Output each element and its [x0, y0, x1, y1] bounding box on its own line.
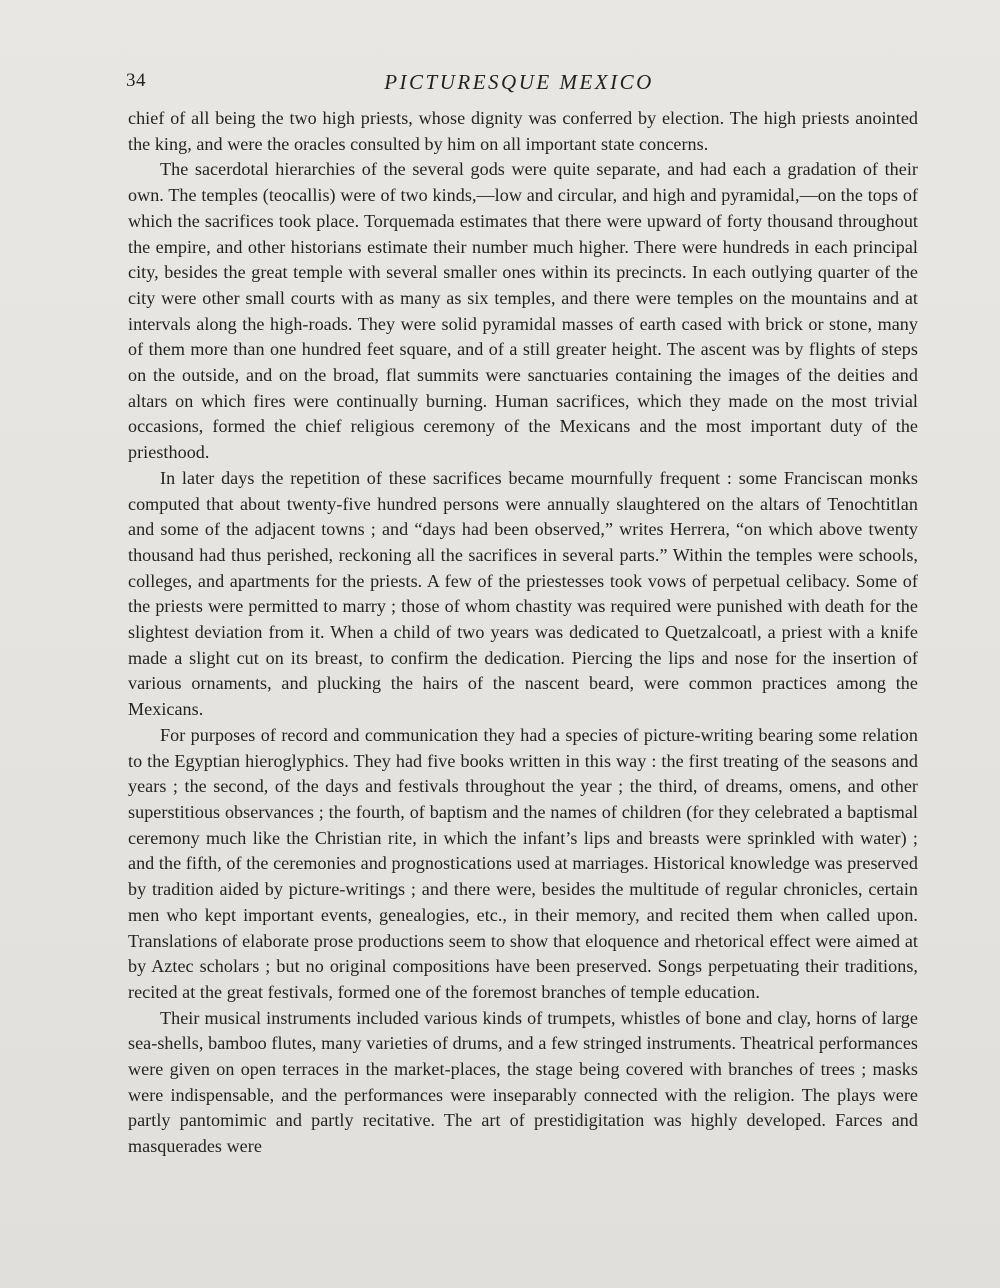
paragraph-high-priests: chief of all being the two high priests, whose dignity was conferred by election. The high priests anointed the king, and were the oracles consulted by him on all important state concerns. — [128, 108, 918, 154]
paragraph-sacrifices: In later days the repetition of these sacrifices became mournfully frequent : some Franciscan monks computed that about twenty-five hundred persons were annually slaughtered on the altars of Tenochtitlan and some of the adjacent towns ; and “days had been observed,” writes Herrera, “on which above twenty thousand had thus perished, reckoning all the sacrifices in several parts.” Within the temples were schools, colleges, and apartments for the priests. A few of the priestesses took vows of perpetual celibacy. Some of the priests were permitted to marry ; those of whom chastity was required were punished with death for the slightest deviation from it. When a child of two years was dedicated to Quetzalcoatl, a priest with a knife made a slight cut on its breast, to confirm the dedication. Piercing the lips and nose for the insertion of various ornaments, and plucking the hairs of the nascent beard, were common practices among the Mexicans. — [128, 467, 918, 720]
page-number: 34 — [126, 70, 146, 91]
paragraph-musical-instruments: Their musical instruments included various kinds of trumpets, whistles of bone and clay, horns of large sea-shells, bamboo flutes, many varieties of drums, and a few stringed instruments. Theatrical performances were given on open terraces in the market-places, the stage being covered with branches of trees ; masks were indispensable, and the performances were inseparably connected with the religion. The plays were partly pantomimic and partly recitative. The art of prestidigitation was highly developed. Farces and masquerades were — [128, 1007, 918, 1157]
paragraph-picture-writing: For purposes of record and communication they had a species of picture-writing bearing some relation to the Egyptian hieroglyphics. They had five books written in this way : the first treating of the seasons and years ; the second, of the days and festivals throughout the year ; the third, of dreams, omens, and other superstitious observances ; the fourth, of baptism and the names of children (for they celebrated a baptismal ceremony much like the Christian rite, in which the infant’s lips and breasts were sprinkled with water) ; and the fifth, of the ceremonies and prognostications used at marriages. Historical knowledge was preserved by tradition aided by picture-writings ; and there were, besides the multitude of regular chronicles, certain men who kept important events, genealogies, etc., in their memory, and recited them when called upon. Translations of elaborate prose productions seem to show that eloquence and rhetorical effect were aimed at by Aztec scholars ; but no original compositions have been preserved. Songs perpetuating their traditions, recited at the great festivals, formed one of the foremost branches of temple education. — [128, 724, 918, 1002]
body-text — [128, 106, 918, 1160]
running-title: PICTURESQUE MEXICO — [384, 70, 654, 94]
running-head — [126, 70, 912, 100]
paragraph-sacerdotal-hierarchies: The sacerdotal hierarchies of the several gods were quite separate, and had each a gradation of their own. The temples (teocallis) were of two kinds,—low and circular, and high and pyramidal,—on the tops of which the sacrifices took place. Torquemada estimates that there were upward of forty thousand throughout the empire, and other historians estimate their number much higher. There were hundreds in each principal city, besides the great temple with several smaller ones within its precincts. In each outlying quarter of the city were other small courts with as many as six temples, and there were temples on the mountains and at intervals along the high-roads. They were solid pyramidal masses of earth cased with brick or stone, many of them more than one hundred feet square, and of a still greater height. The ascent was by flights of steps on the outside, and on the broad, flat summits were sanctuaries containing the images of the deities and altars on which fires were continually burning. Human sacrifices, which they made on the most trivial occasions, formed the chief religious ceremony of the Mexicans and the most important duty of the priesthood. — [128, 159, 918, 463]
